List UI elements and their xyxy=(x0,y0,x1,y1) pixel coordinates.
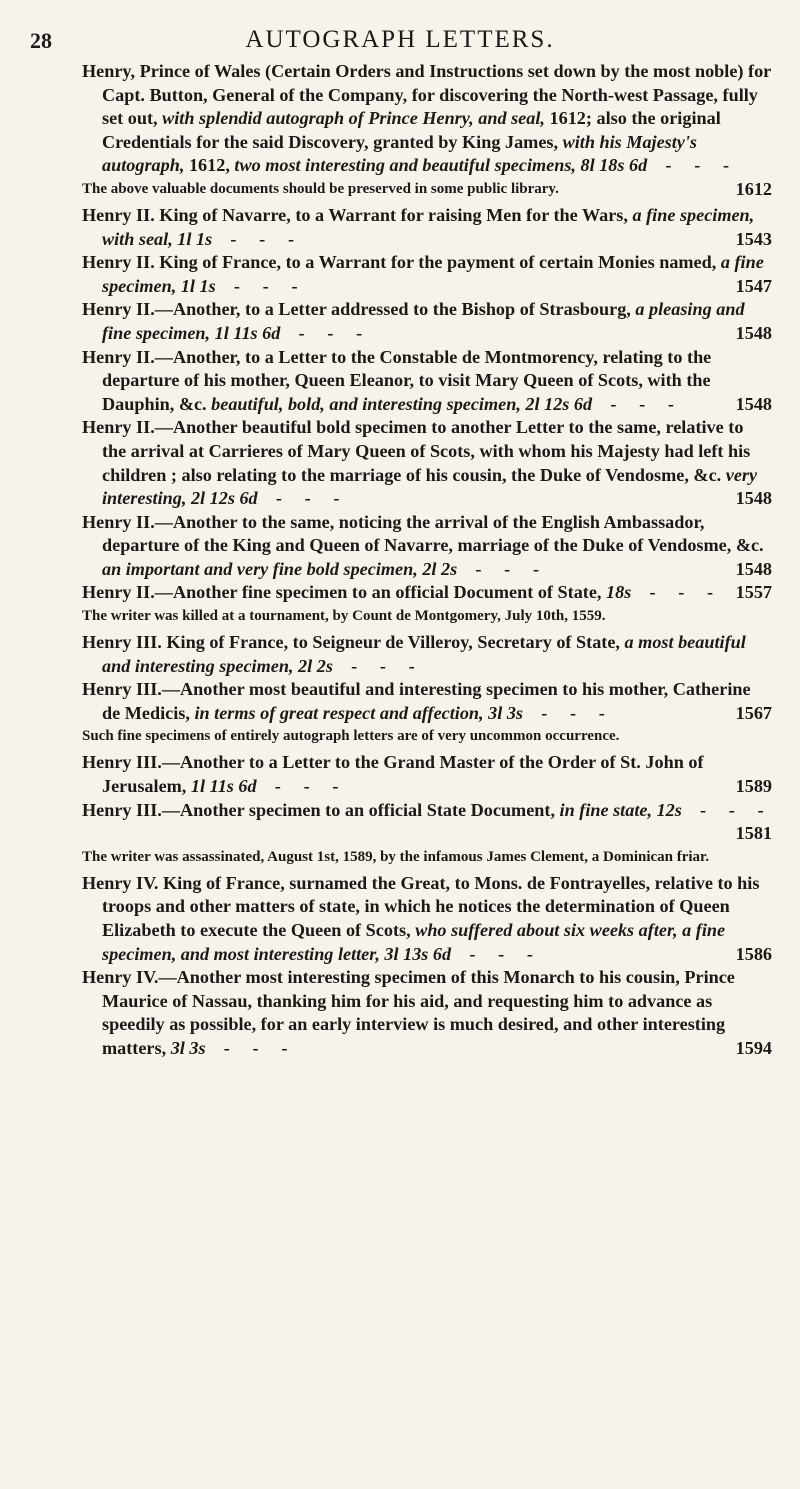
entry-emphasis: a fine specimen, with seal, xyxy=(102,204,755,249)
catalogue-note: The writer was killed at a tournament, by Count de Montgomery, July 10th, 1559. xyxy=(82,608,606,625)
catalogue-entry: Henry II.—Another beautiful bold specimen to another Letter to the same, relative to the arrival at Carrieres of Mary Queen of Scots, with whom his Majesty had left his children ; also relating to the marriage of his cousin, the Duke of Vendosme, &c. very interesting, 2l 12s 6d - - - 1548 xyxy=(82,416,772,510)
entry-price: 2l 12s 6d xyxy=(525,393,593,414)
entry-description: Henry II. King of Navarre, to a Warrant for raising Men for the Wars, xyxy=(82,204,628,225)
catalogue-entry: Henry III.—Another most beautiful and interesting specimen to his mother, Catherine de Medicis, in terms of great respect and affection, 3l 3s - - - 1567 xyxy=(82,678,772,725)
entry-description: 1612; also the original Credentials for the said Discovery, granted by King James, xyxy=(102,108,721,152)
entry-emphasis: in terms of great respect and affection, xyxy=(194,702,484,723)
catalogue-entry: Henry IV.—Another most interesting specimen of this Monarch to his cousin, Prince Maurice of Nassau, thanking him for his aid, and requesting him to advance as speedily as possible, for an early interview is much desired, and other interesting matters, 3l 3s - - - 1594 xyxy=(82,966,772,1060)
entry-price: 1l 1s xyxy=(180,275,216,296)
entry-description: Henry III.—Another specimen to an official State Document, xyxy=(82,799,555,820)
entry-date: 1581 xyxy=(735,823,772,844)
entry-emphasis: in fine state, xyxy=(559,799,653,820)
entry-description: Henry II. King of France, to a Warrant for the payment of certain Monies named, xyxy=(82,252,717,273)
entry-date: 1586 xyxy=(735,943,772,964)
catalogue-entry: Henry IV. King of France, surnamed the Great, to Mons. de Fontrayelles, relative to his troops and other matters of state, in which he notices the determination of Queen Elizabeth to execute the Queen of Scots, who suffered about six weeks after, a fine specimen, and most interesting letter, 3l 13s 6d - - - 1586 xyxy=(82,872,772,966)
entry-date: 1543 xyxy=(735,228,772,249)
entry-emphasis: with his Majesty's autograph, xyxy=(102,131,697,176)
catalogue-entry: Henry II.—Another fine specimen to an official Document of State, 18s - - - 1557 xyxy=(82,581,772,605)
catalogue-entry: Henry II. King of Navarre, to a Warrant for raising Men for the Wars, a fine specimen, with seal, 1l 1s - - - 1543 xyxy=(82,204,772,251)
entry-date: 1548 xyxy=(735,393,772,414)
entry-date: 1594 xyxy=(735,1037,772,1058)
catalogue-entry: Henry, Prince of Wales (Certain Orders and Instructions set down by the most noble) for Capt. Button, General of the Company, for discovering the North-west Passage, fully set out, with splendid autograph of Prince Henry, and seal, 1612; also the original Credentials for the said Discovery, granted by King James, with his Majesty's autograph, 1612, two most interesting and beautiful specimens, 8l 18s 6d - - - 1612 xyxy=(82,60,772,178)
entry-description: Henry II.—Another beautiful bold specimen to another Letter to the same, relative to the arrival at Carrieres of Mary Queen of Scots, with whom his Majesty had left his children ; also relating to the marriage of his cousin, the Duke of Vendosme, &c. xyxy=(82,417,751,485)
entry-description: Henry IV. King of France, surnamed the Great, to Mons. de Fontrayelles, relative to his troops and other matters of state, in which he notices the determination of Queen Elizabeth to execute the Queen of Scots, xyxy=(82,872,760,940)
entry-price: 18s xyxy=(606,582,632,603)
catalogue-note: The above valuable documents should be preserved in some public library. xyxy=(82,180,559,197)
entry-price: 2l 2s xyxy=(298,655,333,676)
entry-emphasis: very interesting, xyxy=(102,464,758,509)
catalogue-entry: Henry III. King of France, to Seigneur de Villeroy, Secretary of State, a most beautiful and interesting specimen, 2l 2s - - - xyxy=(82,632,746,676)
catalogue-entry: Henry II.—Another, to a Letter addressed to the Bishop of Strasbourg, a pleasing and fine specimen, 1l 11s 6d - - - 1548 xyxy=(82,298,772,345)
catalogue-entries xyxy=(82,60,772,1061)
entry-emphasis: a fine specimen, xyxy=(102,252,764,296)
entry-emphasis: beautiful, bold, and interesting specimen, xyxy=(211,393,521,414)
entry-emphasis: a most beautiful and interesting specimen, xyxy=(102,632,746,676)
entry-date: 1548 xyxy=(735,488,772,509)
catalogue-entry: Henry III.—Another to a Letter to the Grand Master of the Order of St. John of Jerusalem, 1l 11s 6d - - - 1589 xyxy=(82,751,772,798)
entry-price: 1l 11s 6d xyxy=(214,322,281,343)
entry-description: Henry, Prince of Wales (Certain Orders and Instructions set down by the most noble) for Capt. Button, General of the Company, for discovering the North-west Passage, fully set out, xyxy=(82,61,771,129)
page-number: 28 xyxy=(30,28,52,53)
entry-date: 1548 xyxy=(735,558,772,579)
entry-price: 8l 18s 6d xyxy=(580,155,648,176)
page-header xyxy=(0,24,800,64)
entry-description: Henry III.—Another to a Letter to the Grand Master of the Order of St. John of Jerusalem, xyxy=(82,752,704,797)
entry-price: 1l 11s 6d xyxy=(190,776,257,797)
entry-date: 1612 xyxy=(735,178,772,199)
entry-price: 12s xyxy=(656,799,682,820)
entry-price: 3l 3s xyxy=(170,1037,206,1058)
catalogue-entry: Henry II. King of France, to a Warrant for the payment of certain Monies named, a fine specimen, 1l 1s - - - 1547 xyxy=(82,251,772,298)
entry-description: Henry II.—Another, to a Letter to the Constable de Montmorency, relating to the departure of his mother, Queen Eleanor, to visit Mary Queen of Scots, with the Dauphin, &c. xyxy=(82,346,712,414)
catalogue-entry: Henry II.—Another, to a Letter to the Constable de Montmorency, relating to the departure of his mother, Queen Eleanor, to visit Mary Queen of Scots, with the Dauphin, &c. beautiful, bold, and interesting specimen, 2l 12s 6d - - - 1548 xyxy=(82,346,772,417)
entry-date: 1557 xyxy=(735,582,772,603)
entry-price: 1l 1s xyxy=(177,228,213,249)
entry-price: 3l 3s xyxy=(488,702,524,723)
entry-description: Henry III. King of France, to Seigneur de Villeroy, Secretary of State, xyxy=(82,632,620,653)
entry-date: 1589 xyxy=(735,776,772,797)
running-title: AUTOGRAPH LETTERS. xyxy=(245,26,555,53)
entry-price: 2l 12s 6d xyxy=(190,488,258,509)
entry-price: 3l 13s 6d xyxy=(384,943,452,964)
entry-emphasis: with splendid autograph of Prince Henry, and seal, xyxy=(162,108,545,129)
entry-emphasis: who suffered about six weeks after, a fine specimen, and most interesting letter, xyxy=(102,920,726,964)
entry-emphasis: a pleasing and fine specimen, xyxy=(102,299,745,343)
entry-emphasis: an important and very fine bold specimen, xyxy=(102,558,418,579)
entry-date: 1547 xyxy=(735,275,772,296)
catalogue-note: Such fine specimens of entirely autograph letters are of very uncommon occurrence. xyxy=(82,728,620,745)
entry-description: Henry II.—Another, to a Letter addressed to the Bishop of Strasbourg, xyxy=(82,299,631,320)
catalogue-entry: Henry II.—Another to the same, noticing the arrival of the English Ambassador, departure of the King and Queen of Navarre, marriage of the Duke of Vendosme, &c. an important and very fine bold specimen, 2l 2s - - - 1548 xyxy=(82,511,772,582)
entry-date: 1548 xyxy=(735,322,772,343)
entry-description: Henry II.—Another to the same, noticing the arrival of the English Ambassador, departure of the King and Queen of Navarre, marriage of the Duke of Vendosme, &c. xyxy=(82,511,764,556)
entry-description: 1612, xyxy=(188,155,230,176)
entry-description: Henry II.—Another fine specimen to an official Document of State, xyxy=(82,582,602,603)
entry-price: 2l 2s xyxy=(422,558,458,579)
catalogue-note: The writer was assassinated, August 1st, 1589, by the infamous James Clement, a Dominican friar. xyxy=(82,848,710,865)
entry-emphasis: two most interesting and beautiful specimens, xyxy=(234,155,576,176)
catalogue-entry: Henry III.—Another specimen to an official State Document, in fine state, 12s - - - 1581 xyxy=(82,799,772,846)
entry-date: 1567 xyxy=(735,702,772,723)
entry-description: Henry IV.—Another most interesting specimen of this Monarch to his cousin, Prince Maurice of Nassau, thanking him for his aid, and requesting him to advance as speedily as possible, for an early interview is much desired, and other interesting matters, xyxy=(82,967,735,1058)
entry-description: Henry III.—Another most beautiful and interesting specimen to his mother, Catherine de Medicis, xyxy=(82,679,751,723)
